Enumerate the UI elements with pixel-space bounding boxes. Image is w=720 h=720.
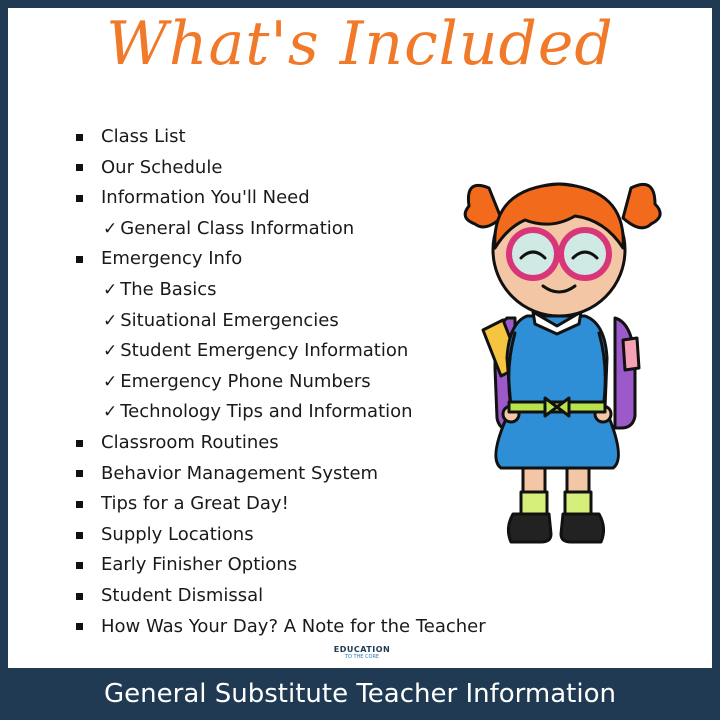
left-shoe bbox=[508, 514, 551, 542]
list-item bbox=[76, 489, 486, 520]
left-pigtail bbox=[465, 185, 501, 227]
bullet-icon bbox=[76, 195, 83, 202]
bullet-icon bbox=[76, 134, 83, 141]
bullet-icon bbox=[76, 623, 83, 630]
list-item-label: Early Finisher Options bbox=[101, 554, 298, 576]
checkmark-icon: ✓ bbox=[103, 341, 118, 362]
list-subitem bbox=[76, 214, 486, 245]
list-item-label: Emergency Phone Numbers bbox=[120, 370, 371, 392]
footer-text: General Substitute Teacher Information bbox=[104, 679, 616, 709]
list-item-label: Student Emergency Information bbox=[120, 340, 409, 362]
list-item-label: Technology Tips and Information bbox=[120, 401, 413, 423]
list-item bbox=[76, 122, 486, 153]
included-list bbox=[76, 122, 486, 642]
list-item-label: General Class Information bbox=[120, 217, 355, 239]
bullet-icon bbox=[76, 164, 83, 171]
list-item-label: Information You'll Need bbox=[101, 187, 310, 209]
list-item bbox=[76, 550, 486, 581]
education-to-the-core-logo bbox=[326, 646, 398, 660]
list-item bbox=[76, 153, 486, 184]
checkmark-icon: ✓ bbox=[103, 218, 118, 239]
footer-banner bbox=[0, 668, 720, 720]
list-item-label: Tips for a Great Day! bbox=[101, 493, 289, 515]
list-item-label: The Basics bbox=[120, 278, 217, 300]
list-item-label: Supply Locations bbox=[101, 523, 254, 545]
checkmark-icon: ✓ bbox=[103, 402, 118, 423]
logo-sub-text: TO THE CORE bbox=[344, 654, 380, 660]
backpack-right bbox=[615, 318, 635, 428]
page-title: What's Included bbox=[106, 9, 614, 79]
list-item bbox=[76, 520, 486, 551]
right-pigtail bbox=[623, 184, 660, 227]
list-item-label: Emergency Info bbox=[101, 248, 243, 270]
list-item-label: How Was Your Day? A Note for the Teacher bbox=[101, 615, 486, 637]
bullet-icon bbox=[76, 532, 83, 539]
bullet-icon bbox=[76, 256, 83, 263]
bullet-icon bbox=[76, 562, 83, 569]
list-item-label: Classroom Routines bbox=[101, 431, 279, 453]
list-subitem bbox=[76, 306, 486, 337]
girl-student-illustration bbox=[455, 158, 675, 558]
list-subitem bbox=[76, 336, 486, 367]
list-item-label: Situational Emergencies bbox=[120, 309, 339, 331]
checkmark-icon: ✓ bbox=[103, 371, 118, 392]
list-subitem bbox=[76, 367, 486, 398]
left-lens bbox=[509, 230, 557, 278]
right-shoe bbox=[561, 514, 604, 542]
list-item bbox=[76, 428, 486, 459]
list-item bbox=[76, 244, 486, 275]
list-item-label: Class List bbox=[101, 126, 186, 147]
checkmark-icon: ✓ bbox=[103, 310, 118, 331]
pencil bbox=[623, 338, 639, 370]
bullet-icon bbox=[76, 470, 83, 477]
list-item bbox=[76, 612, 486, 643]
list-subitem bbox=[76, 275, 486, 306]
list-item bbox=[76, 183, 486, 214]
list-subitem bbox=[76, 397, 486, 428]
list-item bbox=[76, 581, 486, 612]
list-item-label: Student Dismissal bbox=[101, 584, 264, 606]
list-item-label: Behavior Management System bbox=[101, 462, 379, 484]
right-lens bbox=[561, 230, 609, 278]
bullet-icon bbox=[76, 501, 83, 508]
list-item-label: Our Schedule bbox=[101, 156, 223, 178]
checkmark-icon: ✓ bbox=[103, 279, 118, 300]
bullet-icon bbox=[76, 440, 83, 447]
list-item bbox=[76, 459, 486, 490]
bullet-icon bbox=[76, 593, 83, 600]
logo-main-text: EDUCATION bbox=[333, 645, 391, 654]
